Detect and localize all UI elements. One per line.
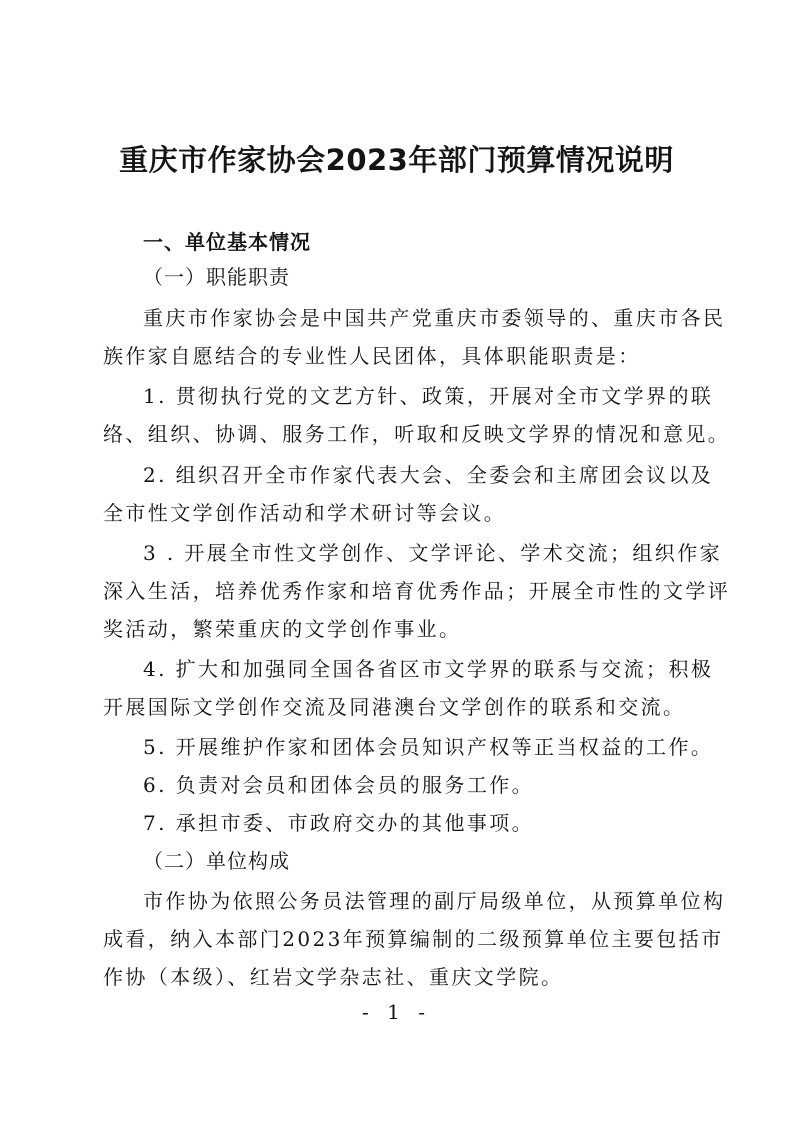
list-item-line: 7. 承担市委、市政府交办的其他事项。 <box>143 811 535 835</box>
list-item-line: 2. 组织召开全市作家代表大会、全委会和主席团会议以及 <box>143 463 714 487</box>
list-item-line: 5. 开展维护作家和团体会员知识产权等正当权益的工作。 <box>143 735 714 759</box>
subsection-heading: （二）单位构成 <box>143 849 290 873</box>
paragraph-line: 重庆市作家协会是中国共产党重庆市委领导的、重庆市各民 <box>143 306 726 330</box>
list-item-line: 6. 负责对会员和团体会员的服务工作。 <box>143 773 535 797</box>
document-title: 重庆市作家协会2023年部门预算情况说明 <box>119 143 674 177</box>
paragraph-line: 族作家自愿结合的专业性人民团体，具体职能职责是： <box>103 344 641 368</box>
section-heading: 一、单位基本情况 <box>143 230 311 254</box>
paragraph-line: 成看，纳入本部门2023年预算编制的二级预算单位主要包括市 <box>103 927 724 951</box>
list-item-line: 络、组织、协调、服务工作，听取和反映文学界的情况和意见。 <box>103 422 731 446</box>
paragraph-line: 市作协为依照公务员法管理的副厅局级单位，从预算单位构 <box>143 889 726 913</box>
page-number: - 1 - <box>362 1000 431 1024</box>
list-item-line: 4. 扩大和加强同全国各省区市文学界的联系与交流；积极 <box>143 657 714 681</box>
subsection-heading: （一）职能职责 <box>143 265 290 289</box>
paragraph-line: 作协（本级）、红岩文学杂志社、重庆文学院。 <box>103 965 564 989</box>
list-item-line: 1. 贯彻执行党的文艺方针、政策，开展对全市文学界的联 <box>143 384 714 408</box>
list-item-line: 奖活动，繁荣重庆的文学创作事业。 <box>103 617 462 641</box>
list-item-line: 深入生活，培养优秀作家和培育优秀作品；开展全市性的文学评 <box>103 579 731 603</box>
list-item-line: 全市性文学创作活动和学术研讨等会议。 <box>103 501 507 525</box>
list-item-line: 开展国际文学创作交流及同港澳台文学创作的联系和交流。 <box>103 695 686 719</box>
list-item-line: 3 . 开展全市性文学创作、文学评论、学术交流；组织作家 <box>143 541 722 565</box>
